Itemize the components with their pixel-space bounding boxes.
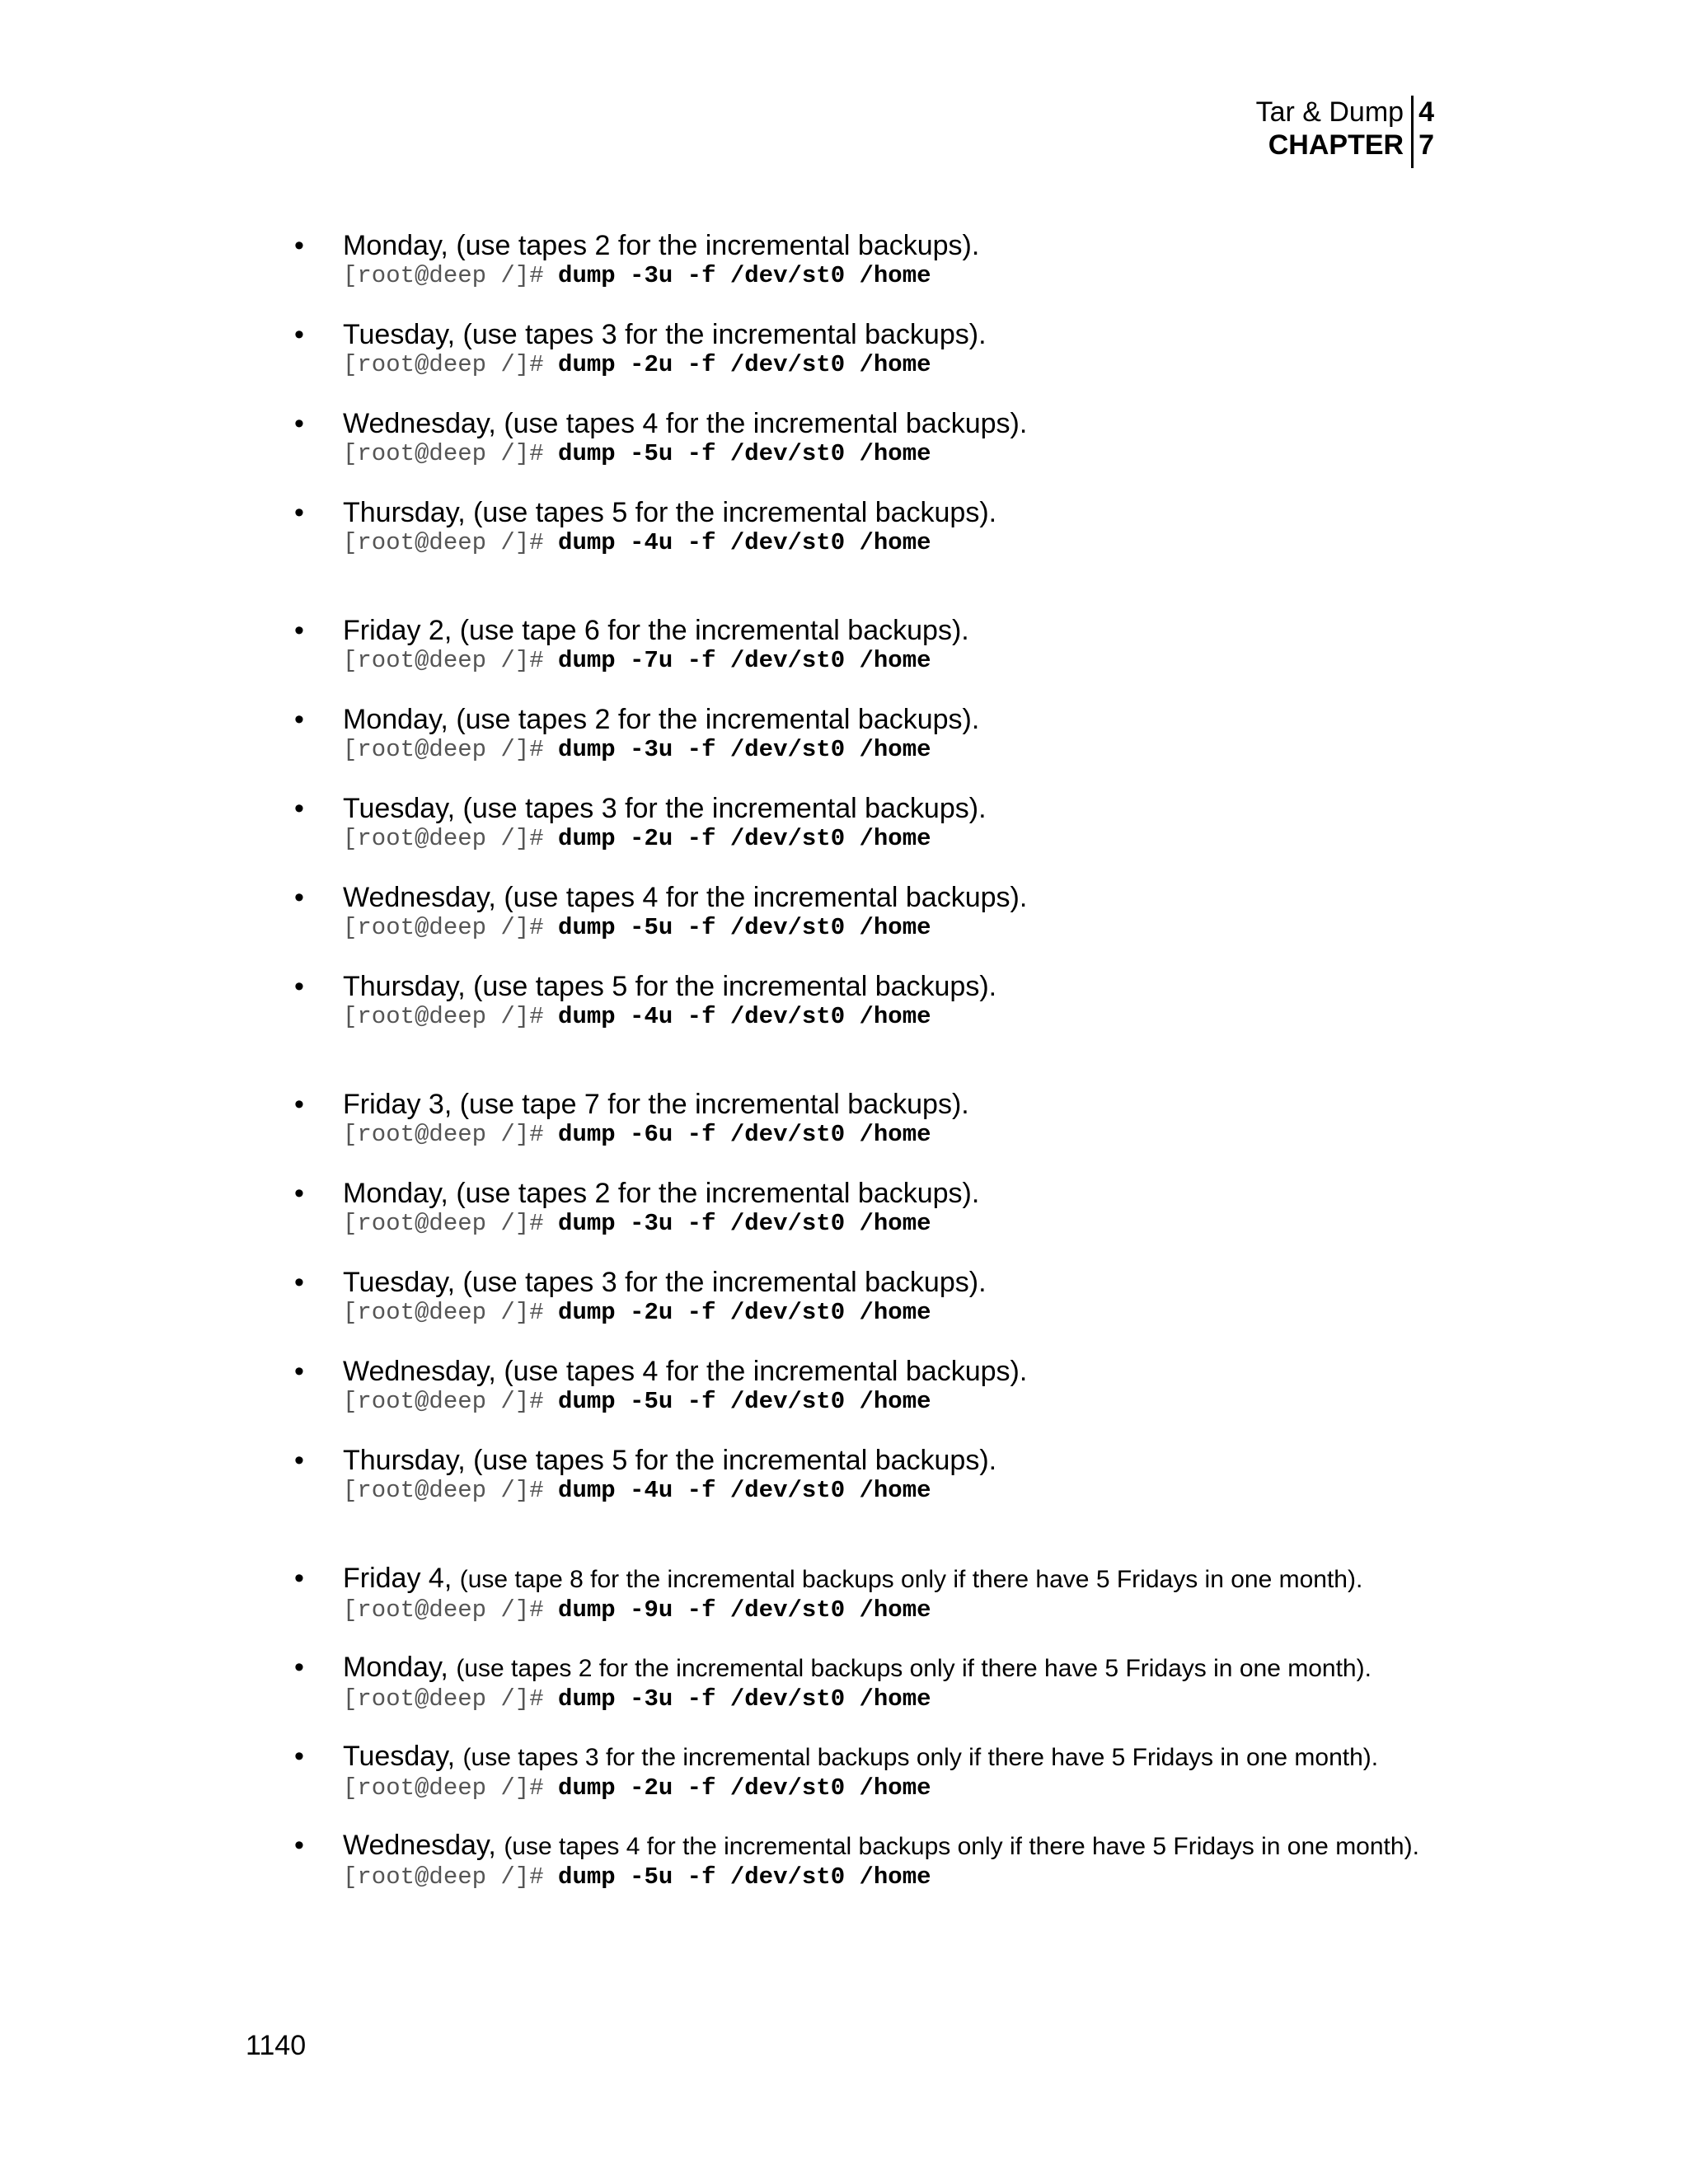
item-description bbox=[343, 790, 1448, 827]
tape-note: (use tapes 5 for the incremental backups). bbox=[473, 971, 997, 1002]
shell-prompt: [root@deep /]# bbox=[343, 736, 559, 763]
dump-command: dump -7u -f /dev/st0 /home bbox=[558, 647, 931, 674]
bullet-icon: • bbox=[294, 1445, 304, 1476]
tape-note: (use tapes 5 for the incremental backups). bbox=[473, 497, 997, 528]
tape-note: (use tapes 2 for the incremental backups). bbox=[456, 230, 980, 261]
day-label: Monday, bbox=[343, 1178, 457, 1209]
day-label: Thursday, bbox=[343, 1445, 474, 1476]
dump-command: dump -2u -f /dev/st0 /home bbox=[558, 1774, 931, 1802]
shell-prompt: [root@deep /]# bbox=[343, 262, 559, 289]
day-label: Wednesday, bbox=[343, 408, 504, 439]
item-description bbox=[343, 1649, 1448, 1687]
dump-command: dump -2u -f /dev/st0 /home bbox=[558, 351, 931, 378]
section-title: Tar & Dump bbox=[1255, 96, 1404, 128]
tape-note: (use tape 7 for the incremental backups). bbox=[459, 1089, 969, 1120]
list-item bbox=[294, 1649, 1448, 1738]
tape-note: (use tapes 4 for the incremental backups). bbox=[504, 1356, 1028, 1387]
bullet-icon: • bbox=[294, 882, 304, 913]
command-line bbox=[343, 1687, 1448, 1712]
item-description bbox=[343, 1827, 1448, 1865]
shell-prompt: [root@deep /]# bbox=[343, 647, 559, 674]
item-description bbox=[343, 1738, 1448, 1776]
bullet-icon: • bbox=[294, 704, 304, 735]
day-label: Tuesday, bbox=[343, 793, 463, 824]
shell-prompt: [root@deep /]# bbox=[343, 1685, 559, 1713]
command-line bbox=[343, 827, 1448, 851]
tape-note: (use tapes 5 for the incremental backups). bbox=[473, 1445, 997, 1476]
day-label: Wednesday, bbox=[343, 1356, 504, 1387]
command-line bbox=[343, 1122, 1448, 1147]
bullet-icon: • bbox=[294, 793, 304, 824]
tape-note: (use tapes 3 for the incremental backups). bbox=[462, 793, 987, 824]
command-line bbox=[343, 916, 1448, 940]
shell-prompt: [root@deep /]# bbox=[343, 1863, 559, 1891]
shell-prompt: [root@deep /]# bbox=[343, 1388, 559, 1415]
list-item bbox=[294, 612, 1448, 701]
bullet-icon: • bbox=[294, 1830, 304, 1861]
item-description bbox=[343, 1442, 1448, 1479]
dump-command: dump -5u -f /dev/st0 /home bbox=[558, 914, 931, 941]
item-description bbox=[343, 1560, 1448, 1598]
bullet-icon: • bbox=[294, 1652, 304, 1683]
list-item bbox=[294, 1827, 1448, 1916]
list-item bbox=[294, 1738, 1448, 1827]
dump-command: dump -2u -f /dev/st0 /home bbox=[558, 825, 931, 852]
list-item bbox=[294, 879, 1448, 968]
shell-prompt: [root@deep /]# bbox=[343, 1299, 559, 1326]
day-label: Monday, bbox=[343, 230, 457, 261]
item-description bbox=[343, 227, 1448, 264]
shell-prompt: [root@deep /]# bbox=[343, 1774, 559, 1802]
day-label: Friday 3, bbox=[343, 1089, 460, 1120]
day-label: Thursday, bbox=[343, 497, 474, 528]
item-description bbox=[343, 701, 1448, 738]
tape-note: (use tapes 4 for the incremental backups). bbox=[504, 408, 1028, 439]
shell-prompt: [root@deep /]# bbox=[343, 1210, 559, 1237]
day-label: Friday 2, bbox=[343, 615, 460, 646]
command-line bbox=[343, 649, 1448, 673]
shell-prompt: [root@deep /]# bbox=[343, 1003, 559, 1030]
list-item bbox=[294, 1086, 1448, 1175]
day-label: Tuesday, bbox=[343, 1741, 463, 1772]
command-line bbox=[343, 531, 1448, 555]
item-description bbox=[343, 494, 1448, 531]
item-description bbox=[343, 612, 1448, 649]
tape-note: (use tapes 2 for the incremental backups). bbox=[456, 1178, 980, 1209]
chapter-number-top: 4 bbox=[1418, 96, 1434, 128]
day-label: Wednesday, bbox=[343, 882, 504, 913]
tape-note: (use tapes 4 for the incremental backups). bbox=[504, 882, 1028, 913]
bullet-icon: • bbox=[294, 1178, 304, 1209]
list-item bbox=[294, 701, 1448, 790]
shell-prompt: [root@deep /]# bbox=[343, 1477, 559, 1504]
day-label: Thursday, bbox=[343, 971, 474, 1002]
command-line bbox=[343, 1479, 1448, 1503]
item-description bbox=[343, 405, 1448, 442]
shell-prompt: [root@deep /]# bbox=[343, 914, 559, 941]
command-line bbox=[343, 1212, 1448, 1236]
bullet-icon: • bbox=[294, 1089, 304, 1120]
shell-prompt: [root@deep /]# bbox=[343, 529, 559, 556]
header-titles bbox=[1256, 96, 1412, 168]
list-item bbox=[294, 968, 1448, 1086]
bullet-icon: • bbox=[294, 1356, 304, 1387]
dump-command: dump -3u -f /dev/st0 /home bbox=[558, 1210, 931, 1237]
tape-note: (use tapes 3 for the incremental backups). bbox=[462, 1267, 987, 1298]
command-line bbox=[343, 1005, 1448, 1029]
day-label: Monday, bbox=[343, 704, 457, 735]
dump-command: dump -4u -f /dev/st0 /home bbox=[558, 1003, 931, 1030]
chapter-number-bottom: 7 bbox=[1418, 129, 1434, 161]
backup-schedule-list bbox=[294, 227, 1448, 1916]
list-item bbox=[294, 1560, 1448, 1649]
list-item bbox=[294, 405, 1448, 494]
bullet-icon: • bbox=[294, 408, 304, 439]
dump-command: dump -5u -f /dev/st0 /home bbox=[558, 1388, 931, 1415]
chapter-label: CHAPTER bbox=[1268, 129, 1404, 161]
list-item bbox=[294, 1353, 1448, 1442]
day-label: Tuesday, bbox=[343, 1267, 463, 1298]
shell-prompt: [root@deep /]# bbox=[343, 440, 559, 467]
tape-note: (use tapes 3 for the incremental backups). bbox=[462, 319, 987, 350]
tape-note: (use tapes 3 for the incremental backups only if there have 5 Fridays in one month). bbox=[462, 1744, 1379, 1771]
day-label: Wednesday, bbox=[343, 1830, 504, 1861]
list-item bbox=[294, 1264, 1448, 1353]
item-description bbox=[343, 1086, 1448, 1122]
command-line bbox=[343, 1598, 1448, 1623]
tape-note: (use tape 6 for the incremental backups). bbox=[459, 615, 969, 646]
command-line bbox=[343, 1390, 1448, 1414]
item-description bbox=[343, 1353, 1448, 1390]
command-line bbox=[343, 353, 1448, 377]
command-line bbox=[343, 442, 1448, 466]
dump-command: dump -3u -f /dev/st0 /home bbox=[558, 736, 931, 763]
tape-note: (use tapes 2 for the incremental backups). bbox=[456, 704, 980, 735]
list-item bbox=[294, 790, 1448, 879]
chapter-number bbox=[1411, 96, 1434, 168]
day-label: Friday 4, bbox=[343, 1563, 460, 1594]
item-description bbox=[343, 879, 1448, 916]
bullet-icon: • bbox=[294, 1563, 304, 1594]
list-item bbox=[294, 1175, 1448, 1264]
bullet-icon: • bbox=[294, 1267, 304, 1298]
dump-command: dump -3u -f /dev/st0 /home bbox=[558, 1685, 931, 1713]
shell-prompt: [root@deep /]# bbox=[343, 1121, 559, 1148]
list-item bbox=[294, 316, 1448, 405]
tape-note: (use tapes 2 for the incremental backups only if there have 5 Fridays in one month). bbox=[456, 1655, 1372, 1682]
day-label: Monday, bbox=[343, 1652, 457, 1683]
bullet-icon: • bbox=[294, 971, 304, 1002]
list-item bbox=[294, 227, 1448, 316]
command-line bbox=[343, 1776, 1448, 1801]
shell-prompt: [root@deep /]# bbox=[343, 825, 559, 852]
list-item bbox=[294, 1442, 1448, 1560]
page-number: 1140 bbox=[246, 2030, 307, 2061]
shell-prompt: [root@deep /]# bbox=[343, 1596, 559, 1624]
item-description bbox=[343, 1264, 1448, 1301]
command-line bbox=[343, 264, 1448, 288]
item-description bbox=[343, 968, 1448, 1005]
bullet-icon: • bbox=[294, 1741, 304, 1772]
tape-note: (use tapes 4 for the incremental backups only if there have 5 Fridays in one month). bbox=[504, 1833, 1419, 1860]
dump-command: dump -5u -f /dev/st0 /home bbox=[558, 1863, 931, 1891]
dump-command: dump -2u -f /dev/st0 /home bbox=[558, 1299, 931, 1326]
dump-command: dump -4u -f /dev/st0 /home bbox=[558, 529, 931, 556]
bullet-icon: • bbox=[294, 497, 304, 528]
item-description bbox=[343, 316, 1448, 353]
bullet-icon: • bbox=[294, 615, 304, 646]
tape-note: (use tape 8 for the incremental backups only if there have 5 Fridays in one month). bbox=[459, 1566, 1363, 1593]
dump-command: dump -9u -f /dev/st0 /home bbox=[558, 1596, 931, 1624]
command-line bbox=[343, 738, 1448, 762]
command-line bbox=[343, 1301, 1448, 1325]
dump-command: dump -5u -f /dev/st0 /home bbox=[558, 440, 931, 467]
command-line bbox=[343, 1865, 1448, 1890]
list-item bbox=[294, 494, 1448, 612]
dump-command: dump -6u -f /dev/st0 /home bbox=[558, 1121, 931, 1148]
shell-prompt: [root@deep /]# bbox=[343, 351, 559, 378]
bullet-icon: • bbox=[294, 319, 304, 350]
item-description bbox=[343, 1175, 1448, 1212]
bullet-icon: • bbox=[294, 230, 304, 261]
day-label: Tuesday, bbox=[343, 319, 463, 350]
running-header bbox=[1256, 96, 1434, 168]
dump-command: dump -3u -f /dev/st0 /home bbox=[558, 262, 931, 289]
dump-command: dump -4u -f /dev/st0 /home bbox=[558, 1477, 931, 1504]
